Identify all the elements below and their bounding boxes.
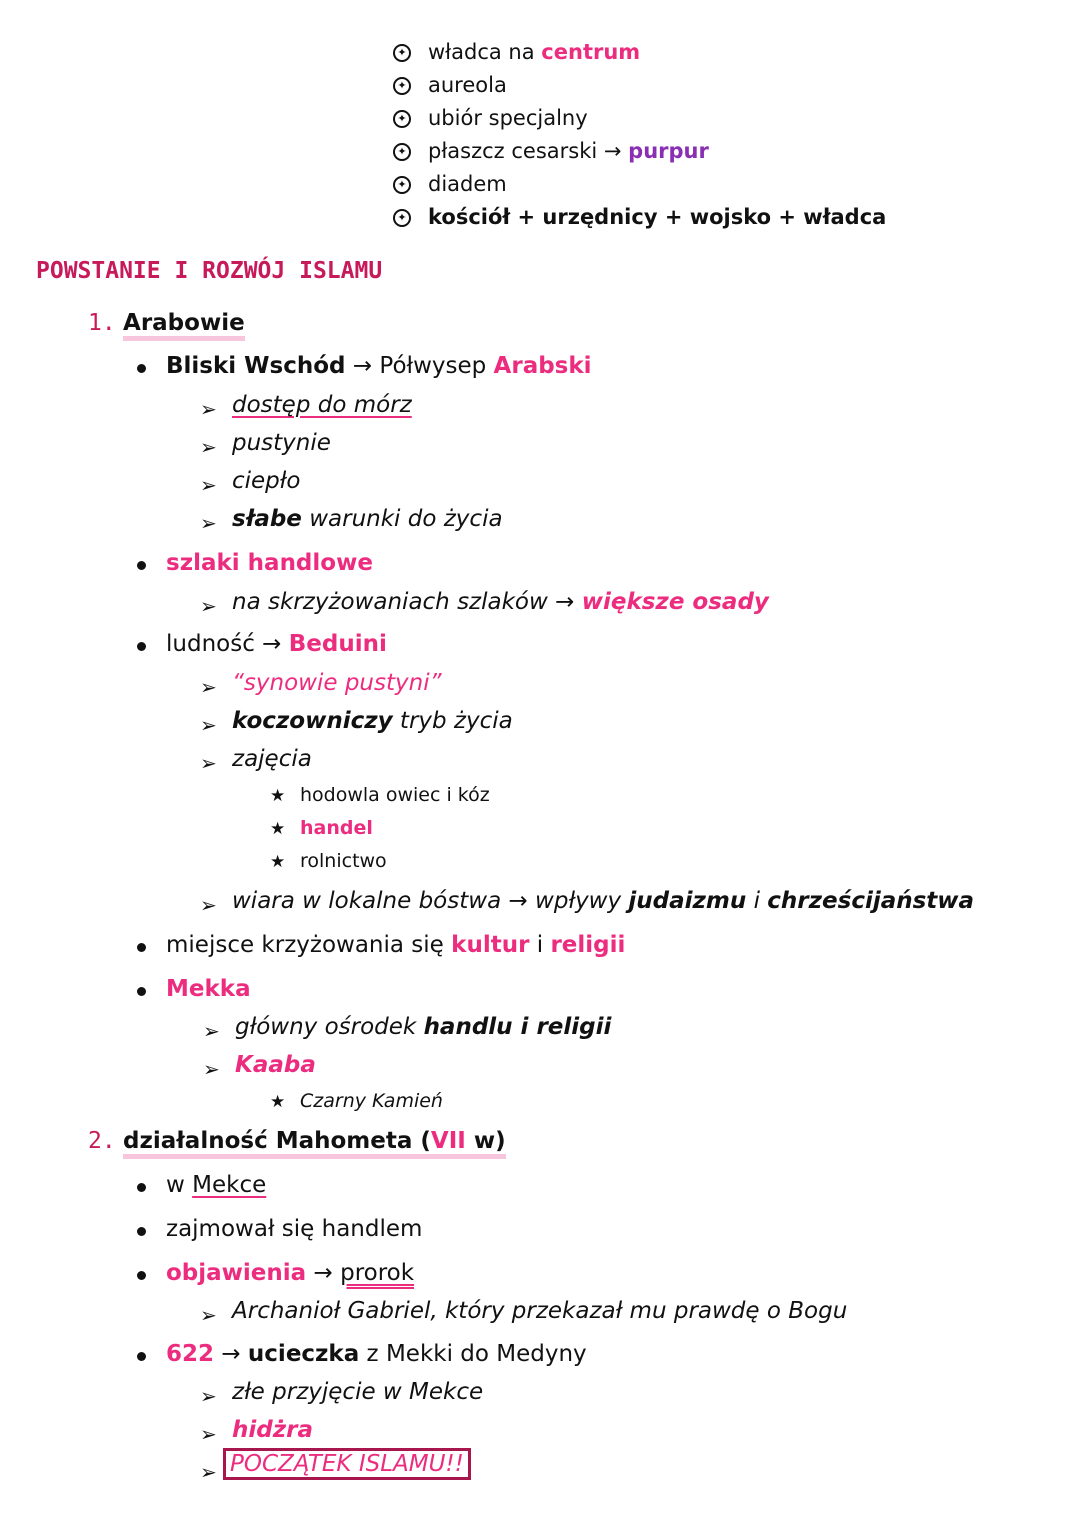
arrowhead-icon: ➢ [200,511,217,535]
arrowhead-icon: ➢ [200,893,217,917]
arrowhead-icon: ➢ [200,594,217,618]
list-item: ubiór specjalny [428,106,588,130]
bullet-icon [137,943,146,952]
list-item: słabe warunki do życia [232,506,503,532]
list-item: objawienia → prorok [166,1260,415,1286]
list-item: Mekka [166,976,251,1002]
arrowhead-icon: ➢ [200,1303,217,1327]
bullet-icon [137,1227,146,1236]
arrowhead-icon: ➢ [200,397,217,421]
list-item: koczowniczy tryb życia [232,708,513,734]
bullet-icon [137,1183,146,1192]
section-title: 1. Arabowie [88,310,245,336]
star-icon: ★ [270,819,286,839]
bullet-icon [137,987,146,996]
circle-star-icon [393,143,411,161]
bullet-icon [137,1352,146,1361]
bullet-icon [137,561,146,570]
bullet-icon [137,642,146,651]
list-item: pustynie [232,430,331,456]
arrowhead-icon: ➢ [203,1057,220,1081]
list-item: Bliski Wschód → Półwysep Arabski [166,353,592,379]
list-item: na skrzyżowaniach szlaków → większe osady [232,589,769,615]
list-item: władca na centrum [428,40,641,64]
arrowhead-icon: ➢ [200,473,217,497]
arrowhead-icon: ➢ [200,435,217,459]
circle-star-icon [393,110,411,128]
bullet-icon [137,1271,146,1280]
list-item: kościół + urzędnicy + wojsko + władca [428,205,887,229]
arrowhead-icon: ➢ [200,675,217,699]
list-item: hidżra [232,1417,313,1443]
list-item: ciepło [232,468,301,494]
list-item: miejsce krzyżowania się kultur i religii [166,932,626,958]
highlight-box [223,1451,471,1477]
list-item: rolnictwo [300,850,387,872]
circle-star-icon [393,44,411,62]
circle-star-icon [393,77,411,95]
bullet-icon [137,364,146,373]
list-item: Czarny Kamień [300,1090,443,1112]
list-item: złe przyjęcie w Mekce [232,1379,484,1405]
arrowhead-icon: ➢ [200,713,217,737]
arrowhead-icon: ➢ [203,1019,220,1043]
list-item: dostęp do mórz [232,392,412,418]
list-item: diadem [428,172,507,196]
arrowhead-icon: ➢ [200,1384,217,1408]
list-item: hodowla owiec i kóz [300,784,490,806]
list-item: szlaki handlowe [166,550,373,576]
arrowhead-icon: ➢ [200,1460,217,1484]
list-item: POCZĄTEK ISLAMU!! [223,1448,471,1480]
circle-star-icon [393,209,411,227]
list-item: zajmował się handlem [166,1216,423,1242]
list-item: “synowie pustyni” [232,670,442,696]
list-item: w Mekce [166,1172,267,1198]
circle-star-icon [393,176,411,194]
star-icon: ★ [270,852,286,872]
list-item: płaszcz cesarski → purpur [428,139,709,163]
star-icon: ★ [270,786,286,806]
list-item: zajęcia [232,746,312,772]
list-item: główny ośrodek handlu i religii [235,1014,612,1040]
list-item: 622 → ucieczka z Mekki do Medyny [166,1341,587,1367]
star-icon: ★ [270,1092,286,1112]
list-item: handel [300,817,373,839]
list-item: Kaaba [235,1052,316,1078]
list-item: ludność → Beduini [166,631,387,657]
arrowhead-icon: ➢ [200,1422,217,1446]
section-title: 2. działalność Mahometa (VII w) [88,1128,506,1154]
list-item: aureola [428,73,507,97]
list-item: Archanioł Gabriel, który przekazał mu prawdę o Bogu [232,1298,848,1324]
arrowhead-icon: ➢ [200,751,217,775]
list-item: wiara w lokalne bóstwa → wpływy judaizmu i chrześcijaństwa [232,888,975,914]
page-title: POWSTANIE I ROZWÓJ ISLAMU [36,258,383,284]
